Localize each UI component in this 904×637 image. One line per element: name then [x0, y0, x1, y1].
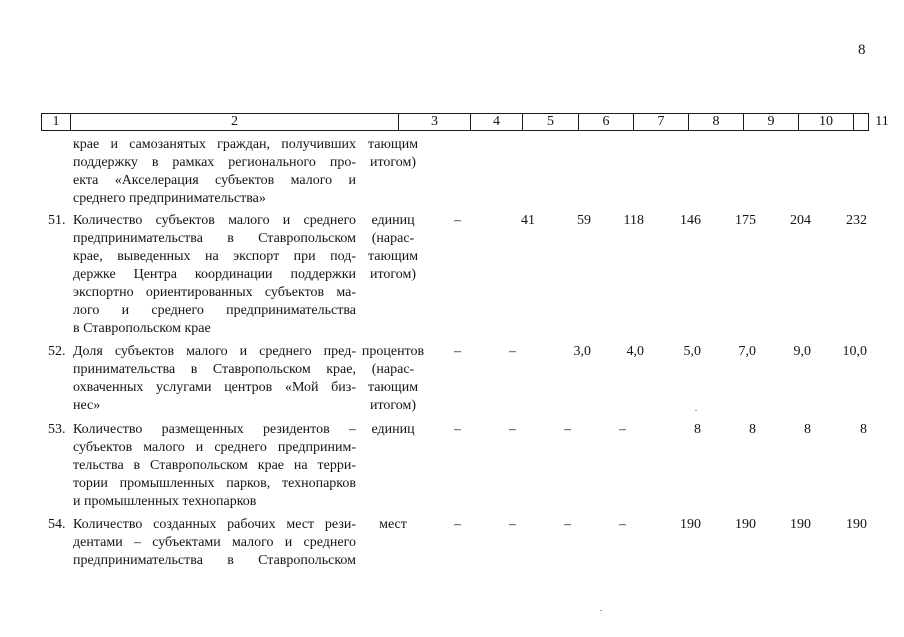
desc-line: экспортно ориентированных субъектов ма- — [73, 285, 356, 300]
value-cell-7: – — [619, 517, 626, 532]
value-cell-8: 8 — [694, 422, 701, 437]
desc-line: субъектов малого и среднего предприним- — [73, 440, 356, 455]
header-cell-11: 11 — [875, 114, 889, 129]
value-cell-11: 190 — [846, 517, 867, 532]
value-cell-5: – — [509, 517, 516, 532]
header-cell-10: 10 — [799, 114, 854, 130]
unit-line: тающим — [367, 249, 419, 264]
value-cell-11: 10,0 — [842, 344, 867, 359]
value-cell-4: – — [454, 213, 461, 228]
desc-line: и промышленных технопарков — [73, 494, 257, 509]
unit-line: (нарас- — [371, 231, 415, 246]
header-cell-9: 9 — [744, 114, 799, 130]
value-cell-8: 146 — [680, 213, 701, 228]
header-cell-1: 1 — [42, 114, 71, 130]
table-header-row — [41, 113, 889, 131]
header-cell-6: 6 — [579, 114, 634, 130]
unit-line: процентов — [361, 344, 425, 359]
value-cell-6: – — [564, 517, 571, 532]
unit-line: итогом) — [369, 398, 417, 413]
unit-line: единиц — [371, 213, 415, 228]
unit-line: единиц — [371, 422, 415, 437]
desc-line: екта «Акселерация субъектов малого и — [73, 173, 356, 188]
desc-line: Количество созданных рабочих мест рези- — [73, 517, 356, 532]
value-cell-7: – — [619, 422, 626, 437]
desc-line: принимательства в Ставропольском крае, — [73, 362, 356, 377]
value-cell-10: 204 — [790, 213, 811, 228]
desc-line: охваченных услугами центров «Мой биз- — [73, 380, 356, 395]
desc-line: крае, выведенных на экспорт при под- — [73, 249, 356, 264]
value-cell-10: 190 — [790, 517, 811, 532]
value-cell-7: 4,0 — [626, 344, 644, 359]
value-cell-4: – — [454, 422, 461, 437]
desc-line: нес» — [73, 398, 101, 413]
scan-speck — [695, 410, 697, 411]
row-number: 52. — [48, 344, 66, 359]
desc-line: в Ставропольском крае — [73, 321, 211, 336]
continuation-description — [73, 136, 356, 208]
value-cell-8: 5,0 — [683, 344, 701, 359]
unit-line: итогом) — [369, 155, 417, 170]
value-cell-9: 8 — [749, 422, 756, 437]
desc-line: крае и самозанятых граждан, получивших — [73, 137, 356, 152]
unit-line: тающим — [367, 137, 419, 152]
header-cell-2: 2 — [71, 114, 399, 130]
header-cell-8: 8 — [689, 114, 744, 130]
row-number: 54. — [48, 517, 66, 532]
row-description — [73, 343, 356, 415]
value-cell-6: – — [564, 422, 571, 437]
page-number: 8 — [858, 42, 866, 58]
value-cell-5: 41 — [521, 213, 535, 228]
value-cell-4: – — [454, 344, 461, 359]
desc-line: тории промышленных парков, технопарков — [73, 476, 356, 491]
value-cell-8: 190 — [680, 517, 701, 532]
header-cell-5: 5 — [523, 114, 579, 130]
row-description — [73, 516, 356, 570]
continuation-unit — [358, 136, 428, 172]
unit-line: (нарас- — [371, 362, 415, 377]
row-description — [73, 421, 356, 511]
unit-line: итогом) — [369, 267, 417, 282]
value-cell-9: 190 — [735, 517, 756, 532]
row-description — [73, 212, 356, 338]
unit-line: тающим — [367, 380, 419, 395]
desc-line: поддержку в рамках регионального про- — [73, 155, 356, 170]
desc-line: тельства в Ставропольском крае на терри- — [73, 458, 356, 473]
desc-line: предпринимательства в Ставропольском — [73, 553, 356, 568]
desc-line: Количество субъектов малого и среднего — [73, 213, 356, 228]
row-number: 51. — [48, 213, 66, 228]
row-number: 53. — [48, 422, 66, 437]
header-cell-3: 3 — [399, 114, 471, 130]
desc-line: Количество размещенных резидентов – — [73, 422, 356, 437]
desc-line: держке Центра координации поддержки — [73, 267, 356, 282]
value-cell-11: 232 — [846, 213, 867, 228]
value-cell-5: – — [509, 422, 516, 437]
header-cell-7: 7 — [634, 114, 689, 130]
value-cell-6: 59 — [577, 213, 591, 228]
value-cell-9: 7,0 — [738, 344, 756, 359]
value-cell-11: 8 — [860, 422, 867, 437]
scan-speck — [600, 610, 602, 611]
desc-line: Доля субъектов малого и среднего пред- — [73, 344, 356, 359]
desc-line: лого и среднего предпринимательства — [73, 303, 356, 318]
value-cell-7: 118 — [623, 213, 644, 228]
value-cell-10: 9,0 — [793, 344, 811, 359]
desc-line: дентами – субъектами малого и среднего — [73, 535, 356, 550]
unit-line: мест — [379, 517, 407, 532]
value-cell-6: 3,0 — [573, 344, 591, 359]
value-cell-5: – — [509, 344, 516, 359]
value-cell-10: 8 — [804, 422, 811, 437]
desc-line: среднего предпринимательства» — [73, 191, 266, 206]
desc-line: предпринимательства в Ставропольском — [73, 231, 356, 246]
value-cell-9: 175 — [735, 213, 756, 228]
value-cell-4: – — [454, 517, 461, 532]
header-cell-4: 4 — [471, 114, 523, 130]
